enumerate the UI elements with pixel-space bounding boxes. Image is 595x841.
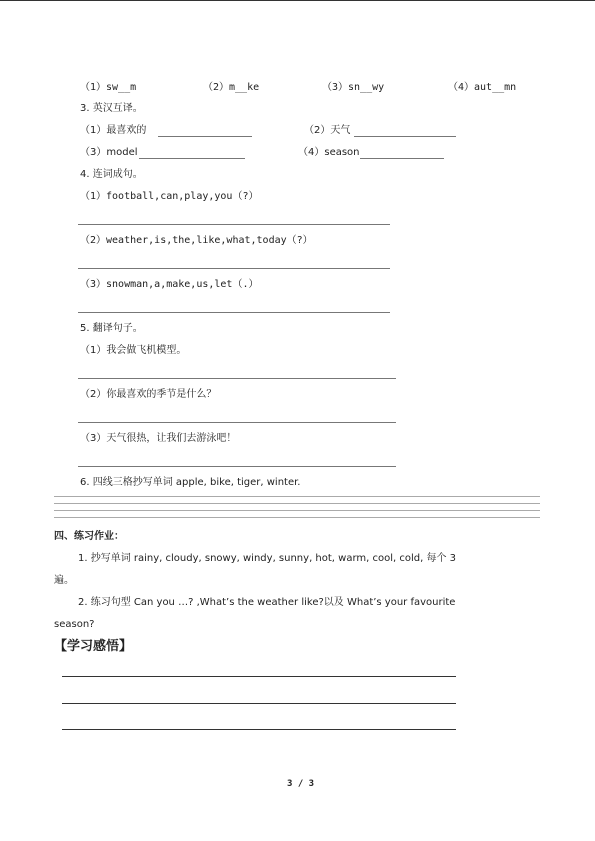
homework-line-2-cont: season? [54, 619, 95, 630]
q3-answer-line-4 [360, 158, 444, 159]
q5-answer-line-2 [78, 422, 396, 423]
q5-item-3: （3）天气很热，让我们去游泳吧！ [80, 433, 237, 444]
fill-item-1: （1）sw__m [80, 82, 137, 93]
q3-answer-line-3 [139, 158, 245, 159]
reflection-line-2 [62, 703, 456, 704]
q3-answer-line-1 [158, 136, 252, 137]
four-line-grid-line-3 [54, 510, 540, 511]
q4-answer-line-2 [78, 268, 390, 269]
page-number: 3 / 3 [287, 779, 315, 789]
q3-answer-line-2 [354, 136, 456, 137]
q5-heading: 5. 翻译句子。 [80, 323, 143, 334]
q3-item-3: （3）model [80, 147, 138, 158]
q4-heading: 4. 连词成句。 [80, 169, 143, 180]
fill-item-3: （3）sn__wy [322, 82, 385, 93]
reflection-line-1 [62, 676, 456, 677]
homework-line-2: 2. 练习句型 Can you …? ,What’s the weather like?以及 What’s your favourite [78, 597, 456, 608]
q5-item-2: （2）你最喜欢的季节是什么？ [80, 389, 217, 400]
q3-item-1: （1）最喜欢的 [80, 125, 147, 136]
four-line-grid-line-4 [54, 517, 540, 518]
q6-heading: 6. 四线三格抄写单词 apple, bike, tiger, winter. [80, 477, 301, 488]
q4-item-2: （2）weather,is,the,like,what,today（?） [80, 235, 313, 246]
four-line-grid-line-1 [54, 496, 540, 497]
reflection-line-3 [62, 729, 456, 730]
q5-item-1: （1）我会做飞机模型。 [80, 345, 187, 356]
homework-title: 四、练习作业： [54, 531, 124, 542]
q4-answer-line-3 [78, 312, 390, 313]
homework-line-1: 1. 抄写单词 rainy, cloudy, snowy, windy, sunny, hot, warm, cool, cold, 每个 3 [78, 553, 457, 564]
q3-item-2: （2）天气 [304, 125, 351, 136]
q3-item-4: （4）season [298, 147, 360, 158]
fill-item-4: （4）aut__mn [448, 82, 517, 93]
q4-item-1: （1）football,can,play,you（?） [80, 191, 259, 202]
fill-item-2: （2）m__ke [203, 82, 260, 93]
q3-heading: 3. 英汉互译。 [80, 103, 143, 114]
q5-answer-line-3 [78, 466, 396, 467]
q4-item-3: （3）snowman,a,make,us,let（.） [80, 279, 259, 290]
reflection-title: 【学习感悟】 [54, 639, 133, 654]
homework-line-1-cont: 遍。 [54, 575, 74, 586]
page-top-border [0, 0, 595, 1]
q4-answer-line-1 [78, 224, 390, 225]
q5-answer-line-1 [78, 378, 396, 379]
four-line-grid-line-2 [54, 503, 540, 504]
